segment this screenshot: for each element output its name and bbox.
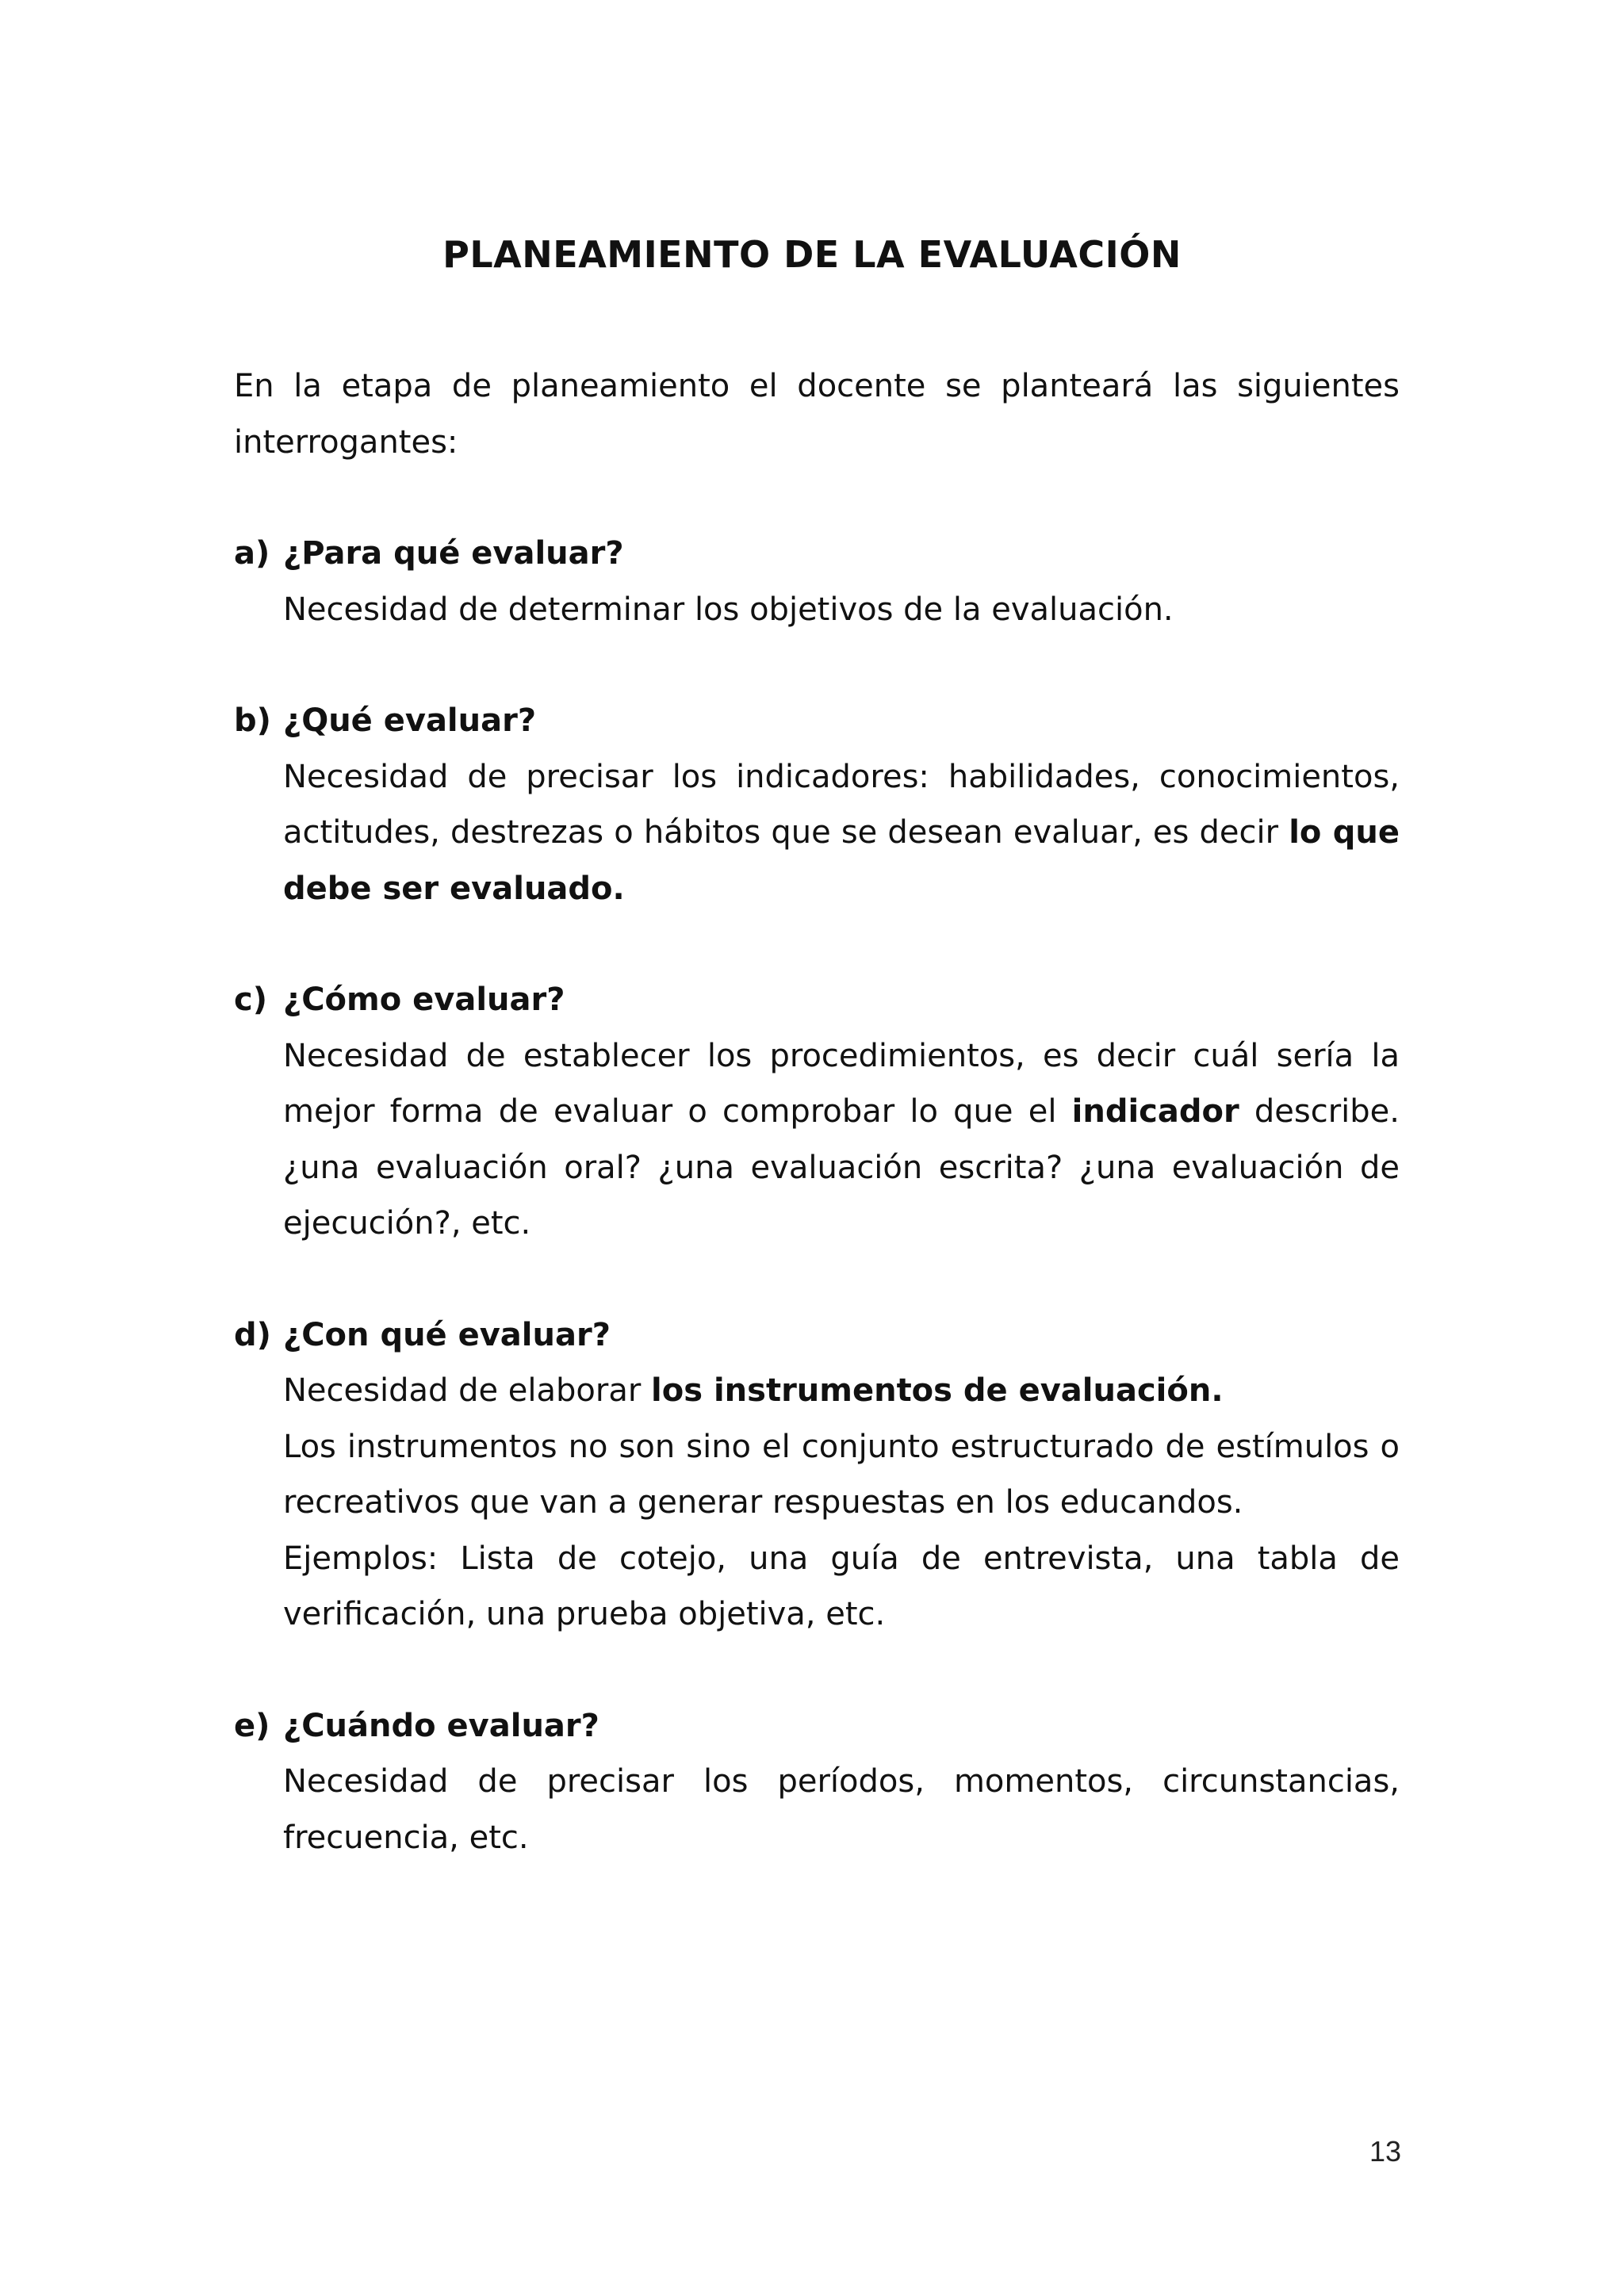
emphasis-text: los instrumentos de evaluación. bbox=[651, 1372, 1224, 1409]
question-letter: a) bbox=[234, 535, 270, 572]
section-d bbox=[234, 1307, 1400, 1643]
section-a bbox=[234, 526, 1400, 637]
paragraph-text: Necesidad de elaborar bbox=[283, 1372, 652, 1409]
paragraph: Necesidad de precisar los períodos, momentos, circunstancias, frecuencia, etc. bbox=[283, 1763, 1400, 1856]
paragraph-text: describe. ¿una evaluación oral? ¿una evaluación escrita? ¿una evaluación de ejecución?, etc. bbox=[283, 1093, 1400, 1242]
question-letter: e) bbox=[234, 1707, 270, 1744]
intro-paragraph: En la etapa de planeamiento el docente se planteará las siguientes interrogantes: bbox=[234, 368, 1400, 461]
question-heading bbox=[234, 972, 1400, 1028]
paragraph bbox=[283, 749, 1400, 917]
page-number: 13 bbox=[1369, 2135, 1401, 2168]
question-heading bbox=[234, 1698, 1400, 1755]
paragraph bbox=[283, 1363, 1400, 1419]
section-b bbox=[234, 693, 1400, 916]
section-body bbox=[283, 1754, 1400, 1866]
question-text: ¿Con qué evaluar? bbox=[283, 1316, 611, 1353]
section-e bbox=[234, 1698, 1400, 1866]
section-body bbox=[283, 1028, 1400, 1252]
page-title: PLANEAMIENTO DE LA EVALUACIÓN bbox=[442, 233, 1182, 276]
section-body bbox=[283, 582, 1400, 638]
emphasis-text: indicador bbox=[1071, 1093, 1239, 1130]
question-text: ¿Qué evaluar? bbox=[283, 702, 537, 739]
section-body bbox=[283, 1363, 1400, 1643]
paragraph: Los instrumentos no son sino el conjunto estructurado de estímulos o recreativos que van a generar respuestas en los educandos. bbox=[283, 1428, 1400, 1521]
question-heading bbox=[234, 1307, 1400, 1364]
paragraph-text: Necesidad de establecer los procedimientos, es decir cuál sería la mejor forma de evaluar o comprobar lo que el bbox=[283, 1037, 1400, 1130]
question-text: ¿Cuándo evaluar? bbox=[283, 1707, 599, 1744]
question-letter: d) bbox=[234, 1316, 271, 1353]
emphasis-text: lo que debe ser evaluado. bbox=[283, 814, 1400, 907]
question-text: ¿Cómo evaluar? bbox=[283, 982, 565, 1018]
question-letter: c) bbox=[234, 982, 267, 1018]
paragraph: Necesidad de determinar los objetivos de la evaluación. bbox=[283, 591, 1174, 628]
paragraph-text: Necesidad de precisar los indicadores: habilidades, conocimientos, actitudes, destrezas o hábitos que se desean evaluar, es decir bbox=[283, 758, 1400, 851]
section-c bbox=[234, 972, 1400, 1252]
question-text: ¿Para qué evaluar? bbox=[283, 535, 624, 572]
question-heading bbox=[234, 526, 1400, 582]
paragraph: Ejemplos: Lista de cotejo, una guía de entrevista, una tabla de verificación, una prueba objetiva, etc. bbox=[283, 1540, 1400, 1632]
question-letter: b) bbox=[234, 702, 271, 739]
paragraph bbox=[283, 1028, 1400, 1252]
section-body bbox=[283, 749, 1400, 917]
document-body bbox=[234, 358, 1400, 1866]
question-heading bbox=[234, 693, 1400, 749]
